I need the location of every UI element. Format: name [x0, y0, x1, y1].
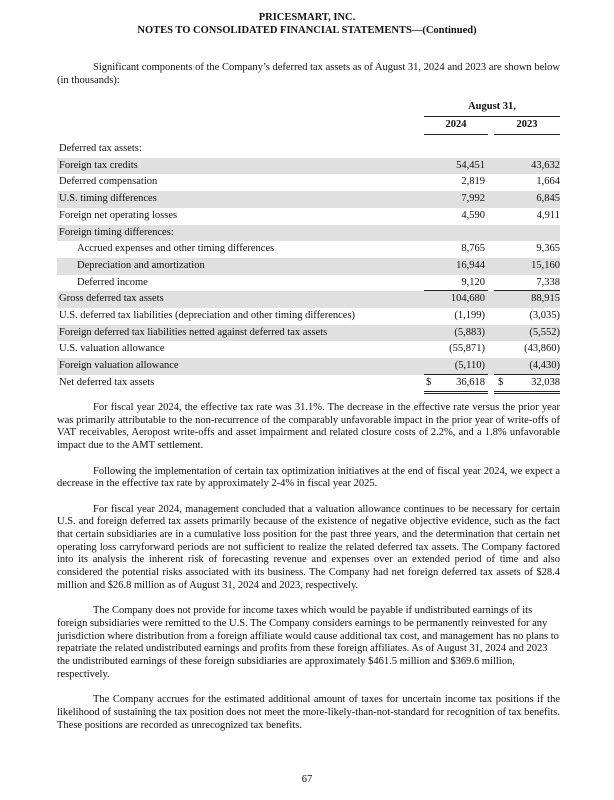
- double-rule-2023: [494, 391, 560, 394]
- subtotal-rule-2024: [424, 290, 488, 291]
- table-row: [57, 191, 560, 208]
- intro-paragraph: [57, 62, 560, 87]
- table-row: [57, 241, 560, 258]
- paragraph-optimization: [57, 466, 560, 491]
- subtotal-rule-2023: [494, 290, 560, 291]
- row-label: U.S. deferred tax liabilities (depreciation and other timing differences): [59, 310, 356, 321]
- value-2024: 4,590: [461, 209, 485, 221]
- value-2023: 7,338: [536, 276, 560, 288]
- value-2024: 36,618: [456, 376, 485, 388]
- table-row: [57, 158, 560, 175]
- value-2023: 32,038: [531, 376, 560, 388]
- row-label: Net deferred tax assets: [59, 376, 155, 388]
- table-row: [57, 141, 560, 158]
- row-label: Foreign timing differences:: [59, 226, 174, 238]
- table-row: [57, 308, 560, 325]
- currency-symbol: $: [498, 376, 504, 388]
- row-label: Foreign tax credits: [59, 159, 138, 171]
- value-2023: 43,632: [531, 159, 560, 171]
- table-row: [57, 174, 560, 191]
- paragraph-undistributed-earnings: [57, 605, 560, 681]
- row-label: Deferred compensation: [59, 176, 158, 188]
- value-2023: 1,664: [536, 176, 560, 188]
- table-row: [57, 258, 560, 275]
- double-rule-2024: [424, 391, 488, 394]
- row-label: U.S. timing differences: [59, 193, 157, 205]
- value-2024: (55,871): [449, 343, 485, 355]
- column-2024: 2024: [445, 119, 467, 130]
- row-label: Foreign valuation allowance: [59, 360, 179, 372]
- paragraph-effective-rate: [57, 402, 560, 453]
- page-number: 67: [301, 774, 313, 785]
- value-2024: 16,944: [456, 259, 485, 271]
- table-row: [57, 208, 560, 225]
- notes-body: [57, 402, 560, 745]
- table-row: [57, 275, 560, 292]
- total-rule-2024: [424, 374, 488, 375]
- company-name: PRICESMART, INC.: [258, 12, 356, 23]
- row-label: Accrued expenses and other timing differences: [77, 243, 275, 255]
- value-2024: (5,110): [454, 360, 485, 372]
- header-rule: [424, 116, 560, 117]
- table-row: [57, 225, 560, 242]
- table-row: [57, 375, 560, 392]
- value-2023: 9,365: [536, 243, 560, 255]
- paragraph-valuation-allowance: [57, 504, 560, 593]
- paragraph-text: The Company does not provide for income taxes which would be payable if undistributed earnings of its foreign subsidiaries were remitted to the U.S. The Company considers earnings to be permanently reinvested for any jurisdiction where distribution from a foreign affiliate would cause additional tax cost, and management has no plans to repatriate the related undistributed earnings and profits from these foreign affiliates. As of August 31, 2024 and 2023 the undistributed earnings of these foreign subsidiaries are approximately $461.5 million and $369.6 million, respectively.: [57, 605, 559, 680]
- row-label: Deferred income: [77, 276, 148, 288]
- paragraph-text: For fiscal year 2024, the effective tax rate was 31.1%. The decrease in the effective rate versus the prior year was primarily attributable to the non-recurrence of the comparably unfavorable impact in the prior year of write-offs of VAT receivables, Aeropost write-offs and asset impairment and related closure costs of 2.2%, and a 1.8% unfavorable impact due to the AMT settlement.: [57, 402, 560, 452]
- currency-symbol: $: [426, 376, 432, 388]
- value-2023: (4,430): [529, 360, 560, 372]
- value-2024: 104,680: [450, 293, 485, 305]
- value-2023: 6,845: [536, 193, 560, 205]
- value-2024: 7,992: [461, 193, 485, 205]
- table-row: [57, 325, 560, 342]
- intro-text: Significant components of the Company’s deferred tax assets as of August 31, 2024 and 2023 are shown below (in thousands):: [57, 62, 560, 86]
- row-label: Gross deferred tax assets: [59, 293, 164, 305]
- value-2023: (5,552): [529, 326, 560, 338]
- column-2023: 2023: [516, 119, 538, 130]
- period-header: August 31,: [468, 101, 516, 112]
- value-2024: 9,120: [461, 276, 485, 288]
- paragraph-text: For fiscal year 2024, management concluded that a valuation allowance continues to be necessary for certain U.S. and foreign deferred tax assets primarily because of the existence of negative objective evidence, such as the fact that certain subsidiaries are in a cumulative loss position for the past three years, and the determination that certain net operating loss carryforward periods are not sufficient to realize the related deferred tax assets. The Company factored into its analysis the inherent risk of forecasting revenue and expenses over an extended period of time and also considered the potential risks associated with its business. The Company had net foreign deferred tax assets of $28.4 million and $26.8 million as of August 31, 2024 and 2023, respectively.: [57, 503, 560, 591]
- row-label: Deferred tax assets:: [59, 143, 142, 154]
- value-2023: (43,860): [524, 343, 560, 355]
- paragraph-text: The Company accrues for the estimated additional amount of taxes for uncertain income tax positions if the likelihood of sustaining the tax position does not meet the more-likely-than-not-standard for recognition of tax benefits. These positions are recorded as unrecognized tax benefits.: [57, 694, 560, 731]
- row-label: Foreign net operating losses: [59, 209, 178, 221]
- row-label: Depreciation and amortization: [77, 259, 205, 271]
- value-2024: 8,765: [461, 243, 485, 255]
- table-row: [57, 358, 560, 375]
- total-rule-2023: [494, 374, 560, 375]
- paragraph-text: Following the implementation of certain tax optimization initiatives at the end of fiscal year 2024, we expect a decrease in the effective tax rate by approximately 2-4% in fiscal year 2025.: [57, 465, 560, 490]
- row-label: U.S. valuation allowance: [59, 343, 165, 355]
- table-row: [57, 291, 560, 308]
- value-2024: 54,451: [456, 159, 485, 171]
- page-title: NOTES TO CONSOLIDATED FINANCIAL STATEMENTS—(Continued): [137, 25, 477, 36]
- value-2024: (1,199): [454, 310, 485, 321]
- value-2023: 15,160: [531, 259, 560, 271]
- column-rule-2023: [494, 134, 560, 135]
- row-label: Foreign deferred tax liabilities netted against deferred tax assets: [59, 326, 328, 338]
- value-2024: (5,883): [454, 326, 485, 338]
- value-2024: 2,819: [461, 176, 485, 188]
- value-2023: 88,915: [531, 293, 560, 305]
- table-row: [57, 341, 560, 358]
- column-rule-2024: [424, 134, 488, 135]
- paragraph-uncertain-positions: [57, 694, 560, 732]
- value-2023: (3,035): [529, 310, 560, 321]
- value-2023: 4,911: [536, 209, 560, 221]
